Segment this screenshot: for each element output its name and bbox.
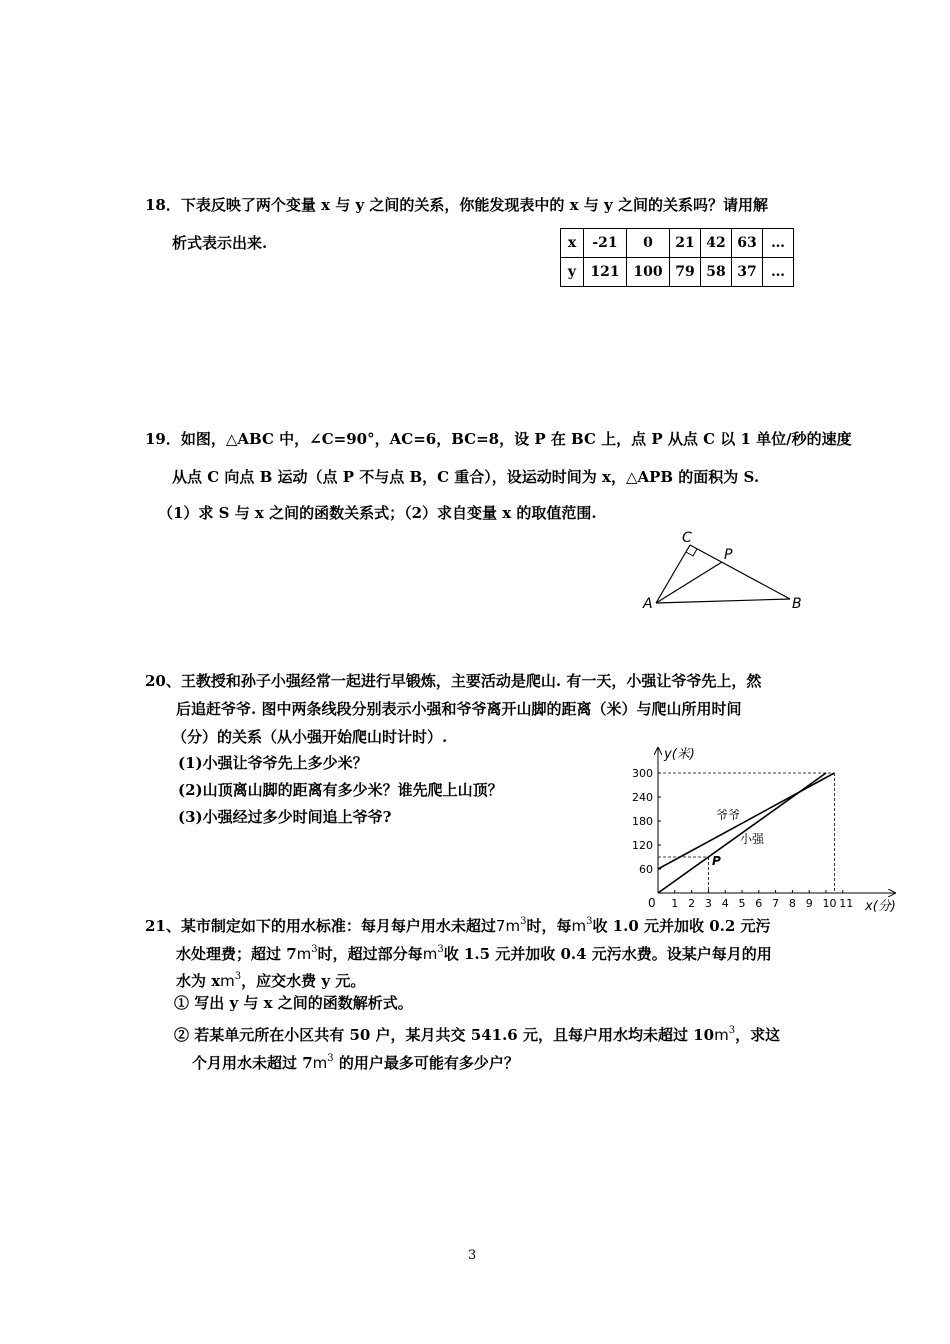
x-tick-label: 5 xyxy=(738,897,746,910)
x-tick-label: 1 xyxy=(671,897,679,910)
y-tick-label: 180 xyxy=(632,815,653,828)
table-cell: 121 xyxy=(584,258,627,287)
cubic-exponent: 3 xyxy=(728,1025,736,1036)
q20-line3: （分）的关系（从小强开始爬山时计时）. xyxy=(172,728,448,746)
label-b: B xyxy=(792,596,802,612)
table-cell: -21 xyxy=(584,229,627,258)
q20-line2: 后追赶爷爷. 图中两条线段分别表示小强和爷爷离开山脚的距离（米）与爬山所用时间 xyxy=(176,700,742,718)
table-cell: x xyxy=(561,229,584,258)
q21-text: ，应交水费 y 元。 xyxy=(241,972,366,990)
table-cell: 21 xyxy=(670,229,701,258)
q21-item2 xyxy=(174,1021,780,1045)
table-cell: 79 xyxy=(670,258,701,287)
table-cell: … xyxy=(763,258,794,287)
q21-item1: ① 写出 y 与 x 之间的函数解析式。 xyxy=(174,994,413,1012)
y-tick-label: 240 xyxy=(632,791,653,804)
q19-line2: 从点 C 向点 B 运动（点 P 不与点 B，C 重合），设运动时间为 x，△APB 的面积为 S. xyxy=(172,468,760,486)
q20-line1: 20、王教授和孙子小强经常一起进行早锻炼，主要活动是爬山. 有一天，小强让爷爷先上，然 xyxy=(145,672,762,690)
x-tick-label: 9 xyxy=(805,897,813,910)
cubic-exponent: 3 xyxy=(234,971,242,982)
table-cell: y xyxy=(561,258,584,287)
q19-line1: 19．如图，△ABC 中，∠C=90°，AC=6，BC=8，设 P 在 BC 上，点 P 从点 C 以 1 单位/秒的速度 xyxy=(145,430,852,448)
point-p-label: P xyxy=(712,854,721,868)
x-axis-label: x(分) xyxy=(865,899,896,914)
table-cell: 63 xyxy=(732,229,763,258)
q20-sub3: (3)小强经过多少时间追上爷爷? xyxy=(178,808,392,826)
y-tick-label: 60 xyxy=(639,863,653,876)
origin-label: 0 xyxy=(648,896,656,910)
cubic-meter-unit: m xyxy=(505,917,521,935)
q21-line1 xyxy=(145,912,771,936)
q21-text: 收 1.0 元并加收 0.2 元污 xyxy=(592,917,771,935)
label-p: P xyxy=(724,547,733,563)
cubic-meter-unit: m xyxy=(571,917,587,935)
q21-line2 xyxy=(176,940,772,964)
q21-number: 7 xyxy=(495,917,506,935)
q21-text: 水处理费；超过 7 xyxy=(176,945,297,963)
x-tick-label: 4 xyxy=(721,897,729,910)
q21-text: 的用户最多可能有多少户？ xyxy=(333,1054,519,1072)
table-cell: 0 xyxy=(627,229,670,258)
table-cell: 100 xyxy=(627,258,670,287)
q21-text: 收 1.5 元并加收 0.4 元污水费。设某户每月的用 xyxy=(443,945,772,963)
x-tick-label: 11 xyxy=(839,897,854,910)
q20-sub1: (1)小强让爷爷先上多少米？ xyxy=(178,754,368,772)
cubic-meter-unit: m xyxy=(422,945,438,963)
series-label-xiaoqiang: 小强 xyxy=(740,832,765,846)
cubic-meter-unit: m xyxy=(296,945,312,963)
q18-line2: 析式表示出来. xyxy=(172,234,268,252)
q18-line1: 18．下表反映了两个变量 x 与 y 之间的关系，你能发现表中的 x 与 y 之间的关系吗？请用解 xyxy=(145,196,768,214)
label-c: C xyxy=(682,530,692,546)
table-cell: … xyxy=(763,229,794,258)
q21-text: 时，超过部分每 xyxy=(317,945,423,963)
x-tick-label: 2 xyxy=(688,897,696,910)
cubic-exponent: 3 xyxy=(311,944,318,955)
distance-time-chart xyxy=(620,740,910,915)
table-cell: 37 xyxy=(732,258,763,287)
q21-text: ② 若某单元所在小区共有 50 户，某月共交 541.6 元，且每户用水均未超过 10 xyxy=(174,1026,715,1044)
q21-line3 xyxy=(176,967,365,991)
cubic-exponent: 3 xyxy=(586,916,593,927)
y-tick-label: 120 xyxy=(632,839,653,852)
y-tick-label: 300 xyxy=(632,767,653,780)
cubic-meter-unit: m xyxy=(714,1026,729,1044)
side-ac xyxy=(656,545,690,603)
cubic-exponent: 3 xyxy=(520,916,527,927)
q21-text: ，求这 xyxy=(735,1026,781,1044)
table-row xyxy=(561,229,794,258)
q21-text: 水为 x xyxy=(176,972,221,990)
x-tick-label: 8 xyxy=(788,897,796,910)
x-tick-label: 10 xyxy=(822,897,837,910)
series-label-grandpa: 爷爷 xyxy=(716,808,741,822)
series-line-grandpa xyxy=(658,773,834,869)
x-tick-label: 7 xyxy=(772,897,780,910)
label-a: A xyxy=(643,596,653,612)
x-tick-label: 3 xyxy=(704,897,712,910)
x-tick-label: 6 xyxy=(755,897,763,910)
q21-text: 21、某市制定如下的用水标准：每月每户用水未超过 xyxy=(145,917,496,935)
table-cell: 58 xyxy=(701,258,732,287)
page-number: 3 xyxy=(468,1248,477,1263)
y-axis-label: y(米) xyxy=(664,747,695,762)
cubic-meter-unit: m xyxy=(220,972,235,990)
q20-sub2: (2)山顶离山脚的距离有多少米？谁先爬上山顶？ xyxy=(178,781,503,799)
cubic-exponent: 3 xyxy=(327,1053,334,1064)
q21-item2-cont xyxy=(192,1049,519,1073)
triangle-figure xyxy=(640,528,820,618)
q18-table xyxy=(560,228,794,287)
q21-text: 个月用水未超过 7 xyxy=(192,1054,313,1072)
side-ab xyxy=(656,599,790,603)
table-row xyxy=(561,258,794,287)
segment-ap xyxy=(656,562,722,603)
q19-line3: （1）求 S 与 x 之间的函数关系式；（2）求自变量 x 的取值范围. xyxy=(158,504,597,522)
cubic-meter-unit: m xyxy=(312,1054,328,1072)
table-cell: 42 xyxy=(701,229,732,258)
q21-text: 时，每 xyxy=(526,917,572,935)
cubic-exponent: 3 xyxy=(437,944,444,955)
